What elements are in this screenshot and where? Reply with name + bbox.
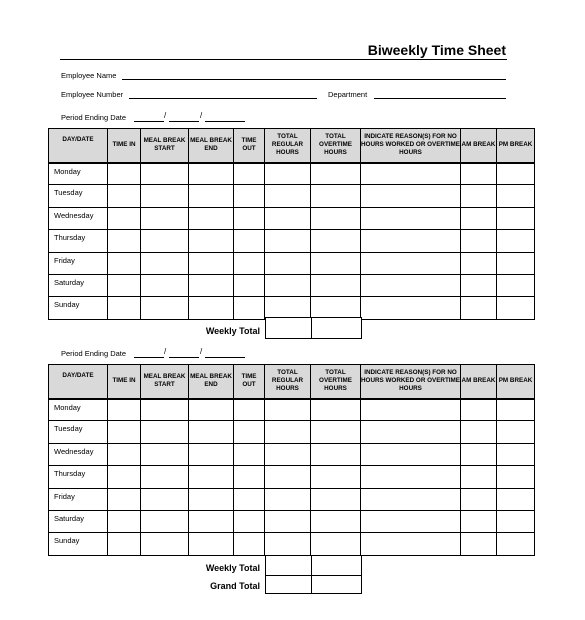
entry-cell[interactable] (108, 399, 141, 421)
entry-cell[interactable] (311, 163, 361, 185)
table-row (49, 297, 535, 319)
entry-cell[interactable] (141, 399, 189, 421)
period-ending-year-2[interactable] (205, 357, 245, 358)
entry-cell[interactable] (108, 297, 141, 319)
entry-cell[interactable] (234, 163, 265, 185)
entry-cell[interactable] (141, 252, 189, 274)
grand-total-regular[interactable] (265, 575, 312, 594)
entry-cell[interactable] (108, 252, 141, 274)
page-title: Biweekly Time Sheet (367, 42, 506, 58)
day-label: Friday (49, 252, 108, 274)
entry-cell[interactable] (361, 297, 461, 319)
entry-cell[interactable] (461, 510, 497, 532)
table-row (49, 399, 535, 421)
entry-cell[interactable] (311, 443, 361, 465)
day-label: Sunday (49, 297, 108, 319)
entry-cell[interactable] (108, 230, 141, 252)
col-header-meal-break-start: MEAL BREAK START (141, 365, 189, 399)
entry-cell[interactable] (141, 443, 189, 465)
entry-cell[interactable] (189, 510, 234, 532)
col-header-reasons: INDICATE REASON(S) FOR NO HOURS WORKED OR OVERTIME HOURS (361, 365, 461, 399)
entry-cell[interactable] (108, 488, 141, 510)
period-ending-day-1[interactable] (169, 121, 199, 122)
table-row (49, 466, 535, 488)
entry-cell[interactable] (265, 207, 311, 229)
entry-cell[interactable] (108, 163, 141, 185)
col-header-pm-break: PM BREAK (497, 365, 535, 399)
entry-cell[interactable] (265, 488, 311, 510)
timesheet-table-week-1 (48, 128, 535, 320)
timesheet-table-week-2 (48, 364, 535, 556)
entry-cell[interactable] (361, 421, 461, 443)
entry-cell[interactable] (265, 421, 311, 443)
col-header-total-overtime-hours: TOTAL OVERTIME HOURS (311, 129, 361, 163)
entry-cell[interactable] (108, 207, 141, 229)
entry-cell[interactable] (141, 185, 189, 207)
entry-cell[interactable] (361, 163, 461, 185)
entry-cell[interactable] (189, 443, 234, 465)
col-header-pm-break: PM BREAK (497, 129, 535, 163)
entry-cell[interactable] (497, 207, 535, 229)
entry-cell[interactable] (311, 252, 361, 274)
day-label: Thursday (49, 466, 108, 488)
entry-cell[interactable] (108, 274, 141, 296)
entry-cell[interactable] (461, 163, 497, 185)
entry-cell[interactable] (234, 421, 265, 443)
entry-cell[interactable] (108, 443, 141, 465)
entry-cell[interactable] (234, 185, 265, 207)
entry-cell[interactable] (311, 297, 361, 319)
entry-cell[interactable] (461, 533, 497, 555)
entry-cell[interactable] (189, 230, 234, 252)
col-header-total-regular-hours: TOTAL REGULAR HOURS (265, 129, 311, 163)
table-row (49, 207, 535, 229)
entry-cell[interactable] (497, 533, 535, 555)
entry-cell[interactable] (497, 252, 535, 274)
table-row (49, 510, 535, 532)
entry-cell[interactable] (361, 488, 461, 510)
entry-cell[interactable] (361, 466, 461, 488)
date-separator: / (164, 347, 167, 356)
entry-cell[interactable] (234, 274, 265, 296)
entry-cell[interactable] (461, 466, 497, 488)
entry-cell[interactable] (189, 533, 234, 555)
entry-cell[interactable] (461, 488, 497, 510)
period-ending-year-1[interactable] (205, 121, 245, 122)
entry-cell[interactable] (189, 421, 234, 443)
col-header-meal-break-end: MEAL BREAK END (189, 129, 234, 163)
weekly-total-regular-1[interactable] (265, 317, 312, 339)
entry-cell[interactable] (461, 252, 497, 274)
entry-cell[interactable] (311, 510, 361, 532)
weekly-total-regular-2[interactable] (265, 555, 312, 576)
table-row (49, 488, 535, 510)
weekly-total-overtime-2[interactable] (311, 555, 362, 576)
employee-number-label: Employee Number (61, 90, 124, 99)
entry-cell[interactable] (189, 274, 234, 296)
day-label: Sunday (49, 533, 108, 555)
entry-cell[interactable] (497, 510, 535, 532)
entry-cell[interactable] (189, 185, 234, 207)
entry-cell[interactable] (361, 207, 461, 229)
entry-cell[interactable] (311, 533, 361, 555)
entry-cell[interactable] (141, 274, 189, 296)
entry-cell[interactable] (108, 533, 141, 555)
entry-cell[interactable] (311, 421, 361, 443)
day-label: Tuesday (49, 185, 108, 207)
day-label: Monday (49, 399, 108, 421)
entry-cell[interactable] (361, 510, 461, 532)
entry-cell[interactable] (141, 510, 189, 532)
entry-cell[interactable] (461, 443, 497, 465)
entry-cell[interactable] (141, 207, 189, 229)
entry-cell[interactable] (461, 207, 497, 229)
date-separator: / (200, 111, 203, 120)
entry-cell[interactable] (265, 230, 311, 252)
entry-cell[interactable] (461, 230, 497, 252)
entry-cell[interactable] (141, 466, 189, 488)
entry-cell[interactable] (461, 274, 497, 296)
col-header-day-date: DAY/DATE (49, 365, 108, 399)
col-header-reasons: INDICATE REASON(S) FOR NO HOURS WORKED OR OVERTIME HOURS (361, 129, 461, 163)
grand-total-overtime[interactable] (311, 575, 362, 594)
table-row (49, 252, 535, 274)
entry-cell[interactable] (361, 252, 461, 274)
entry-cell[interactable] (265, 274, 311, 296)
entry-cell[interactable] (141, 163, 189, 185)
grand-total-label: Grand Total (210, 581, 260, 591)
entry-cell[interactable] (189, 252, 234, 274)
col-header-meal-break-start: MEAL BREAK START (141, 129, 189, 163)
entry-cell[interactable] (108, 466, 141, 488)
entry-cell[interactable] (189, 207, 234, 229)
period-ending-label-1: Period Ending Date (61, 113, 127, 122)
entry-cell[interactable] (234, 443, 265, 465)
col-header-time-in: TIME IN (108, 365, 141, 399)
period-ending-label-2: Period Ending Date (61, 349, 127, 358)
entry-cell[interactable] (497, 163, 535, 185)
entry-cell[interactable] (497, 399, 535, 421)
entry-cell[interactable] (108, 421, 141, 443)
entry-cell[interactable] (461, 399, 497, 421)
col-header-time-in: TIME IN (108, 129, 141, 163)
date-separator: / (164, 111, 167, 120)
entry-cell[interactable] (361, 274, 461, 296)
entry-cell[interactable] (108, 510, 141, 532)
entry-cell[interactable] (234, 533, 265, 555)
entry-cell[interactable] (311, 185, 361, 207)
entry-cell[interactable] (189, 297, 234, 319)
entry-cell[interactable] (311, 488, 361, 510)
entry-cell[interactable] (234, 230, 265, 252)
entry-cell[interactable] (141, 297, 189, 319)
entry-cell[interactable] (189, 466, 234, 488)
period-ending-month-2[interactable] (134, 357, 164, 358)
table-row (49, 185, 535, 207)
entry-cell[interactable] (361, 185, 461, 207)
date-separator: / (200, 347, 203, 356)
entry-cell[interactable] (361, 533, 461, 555)
entry-cell[interactable] (311, 207, 361, 229)
entry-cell[interactable] (265, 252, 311, 274)
entry-cell[interactable] (234, 466, 265, 488)
entry-cell[interactable] (361, 443, 461, 465)
table-header-row (49, 365, 535, 399)
period-ending-day-2[interactable] (169, 357, 199, 358)
entry-cell[interactable] (497, 466, 535, 488)
department-field[interactable] (374, 98, 506, 99)
entry-cell[interactable] (497, 297, 535, 319)
col-header-total-overtime-hours: TOTAL OVERTIME HOURS (311, 365, 361, 399)
entry-cell[interactable] (497, 421, 535, 443)
col-header-total-regular-hours: TOTAL REGULAR HOURS (265, 365, 311, 399)
day-label: Friday (49, 488, 108, 510)
day-label: Thursday (49, 230, 108, 252)
entry-cell[interactable] (497, 230, 535, 252)
entry-cell[interactable] (311, 466, 361, 488)
table-row (49, 230, 535, 252)
entry-cell[interactable] (265, 510, 311, 532)
entry-cell[interactable] (497, 443, 535, 465)
table-row (49, 533, 535, 555)
entry-cell[interactable] (497, 274, 535, 296)
entry-cell[interactable] (497, 488, 535, 510)
entry-cell[interactable] (461, 297, 497, 319)
entry-cell[interactable] (497, 185, 535, 207)
day-label: Saturday (49, 274, 108, 296)
table-row (49, 163, 535, 185)
entry-cell[interactable] (234, 207, 265, 229)
entry-cell[interactable] (361, 399, 461, 421)
day-label: Wednesday (49, 443, 108, 465)
entry-cell[interactable] (141, 488, 189, 510)
entry-cell[interactable] (265, 399, 311, 421)
title-divider (60, 59, 507, 60)
entry-cell[interactable] (108, 185, 141, 207)
entry-cell[interactable] (141, 533, 189, 555)
entry-cell[interactable] (189, 399, 234, 421)
entry-cell[interactable] (265, 297, 311, 319)
col-header-time-out: TIME OUT (234, 365, 265, 399)
employee-name-field[interactable] (122, 79, 506, 80)
col-header-time-out: TIME OUT (234, 129, 265, 163)
col-header-am-break: AM BREAK (461, 365, 497, 399)
entry-cell[interactable] (141, 421, 189, 443)
entry-cell[interactable] (234, 488, 265, 510)
entry-cell[interactable] (265, 185, 311, 207)
entry-cell[interactable] (265, 466, 311, 488)
day-label: Monday (49, 163, 108, 185)
department-label: Department (328, 90, 368, 99)
entry-cell[interactable] (141, 230, 189, 252)
entry-cell[interactable] (265, 533, 311, 555)
entry-cell[interactable] (234, 399, 265, 421)
col-header-meal-break-end: MEAL BREAK END (189, 365, 234, 399)
entry-cell[interactable] (234, 510, 265, 532)
weekly-total-label-2: Weekly Total (205, 563, 260, 573)
entry-cell[interactable] (234, 252, 265, 274)
entry-cell[interactable] (265, 163, 311, 185)
entry-cell[interactable] (234, 297, 265, 319)
day-label: Saturday (49, 510, 108, 532)
weekly-total-overtime-1[interactable] (311, 317, 362, 339)
entry-cell[interactable] (189, 163, 234, 185)
weekly-total-label-1: Weekly Total (205, 326, 260, 336)
employee-number-field[interactable] (129, 98, 317, 99)
entry-cell[interactable] (311, 399, 361, 421)
entry-cell[interactable] (361, 230, 461, 252)
entry-cell[interactable] (311, 274, 361, 296)
day-label: Wednesday (49, 207, 108, 229)
entry-cell[interactable] (311, 230, 361, 252)
entry-cell[interactable] (265, 443, 311, 465)
table-row (49, 274, 535, 296)
period-ending-month-1[interactable] (134, 121, 164, 122)
table-row (49, 443, 535, 465)
employee-name-label: Employee Name (61, 71, 117, 80)
entry-cell[interactable] (461, 185, 497, 207)
col-header-am-break: AM BREAK (461, 129, 497, 163)
day-label: Tuesday (49, 421, 108, 443)
entry-cell[interactable] (461, 421, 497, 443)
table-header-row (49, 129, 535, 163)
entry-cell[interactable] (189, 488, 234, 510)
col-header-day-date: DAY/DATE (49, 129, 108, 163)
table-row (49, 421, 535, 443)
